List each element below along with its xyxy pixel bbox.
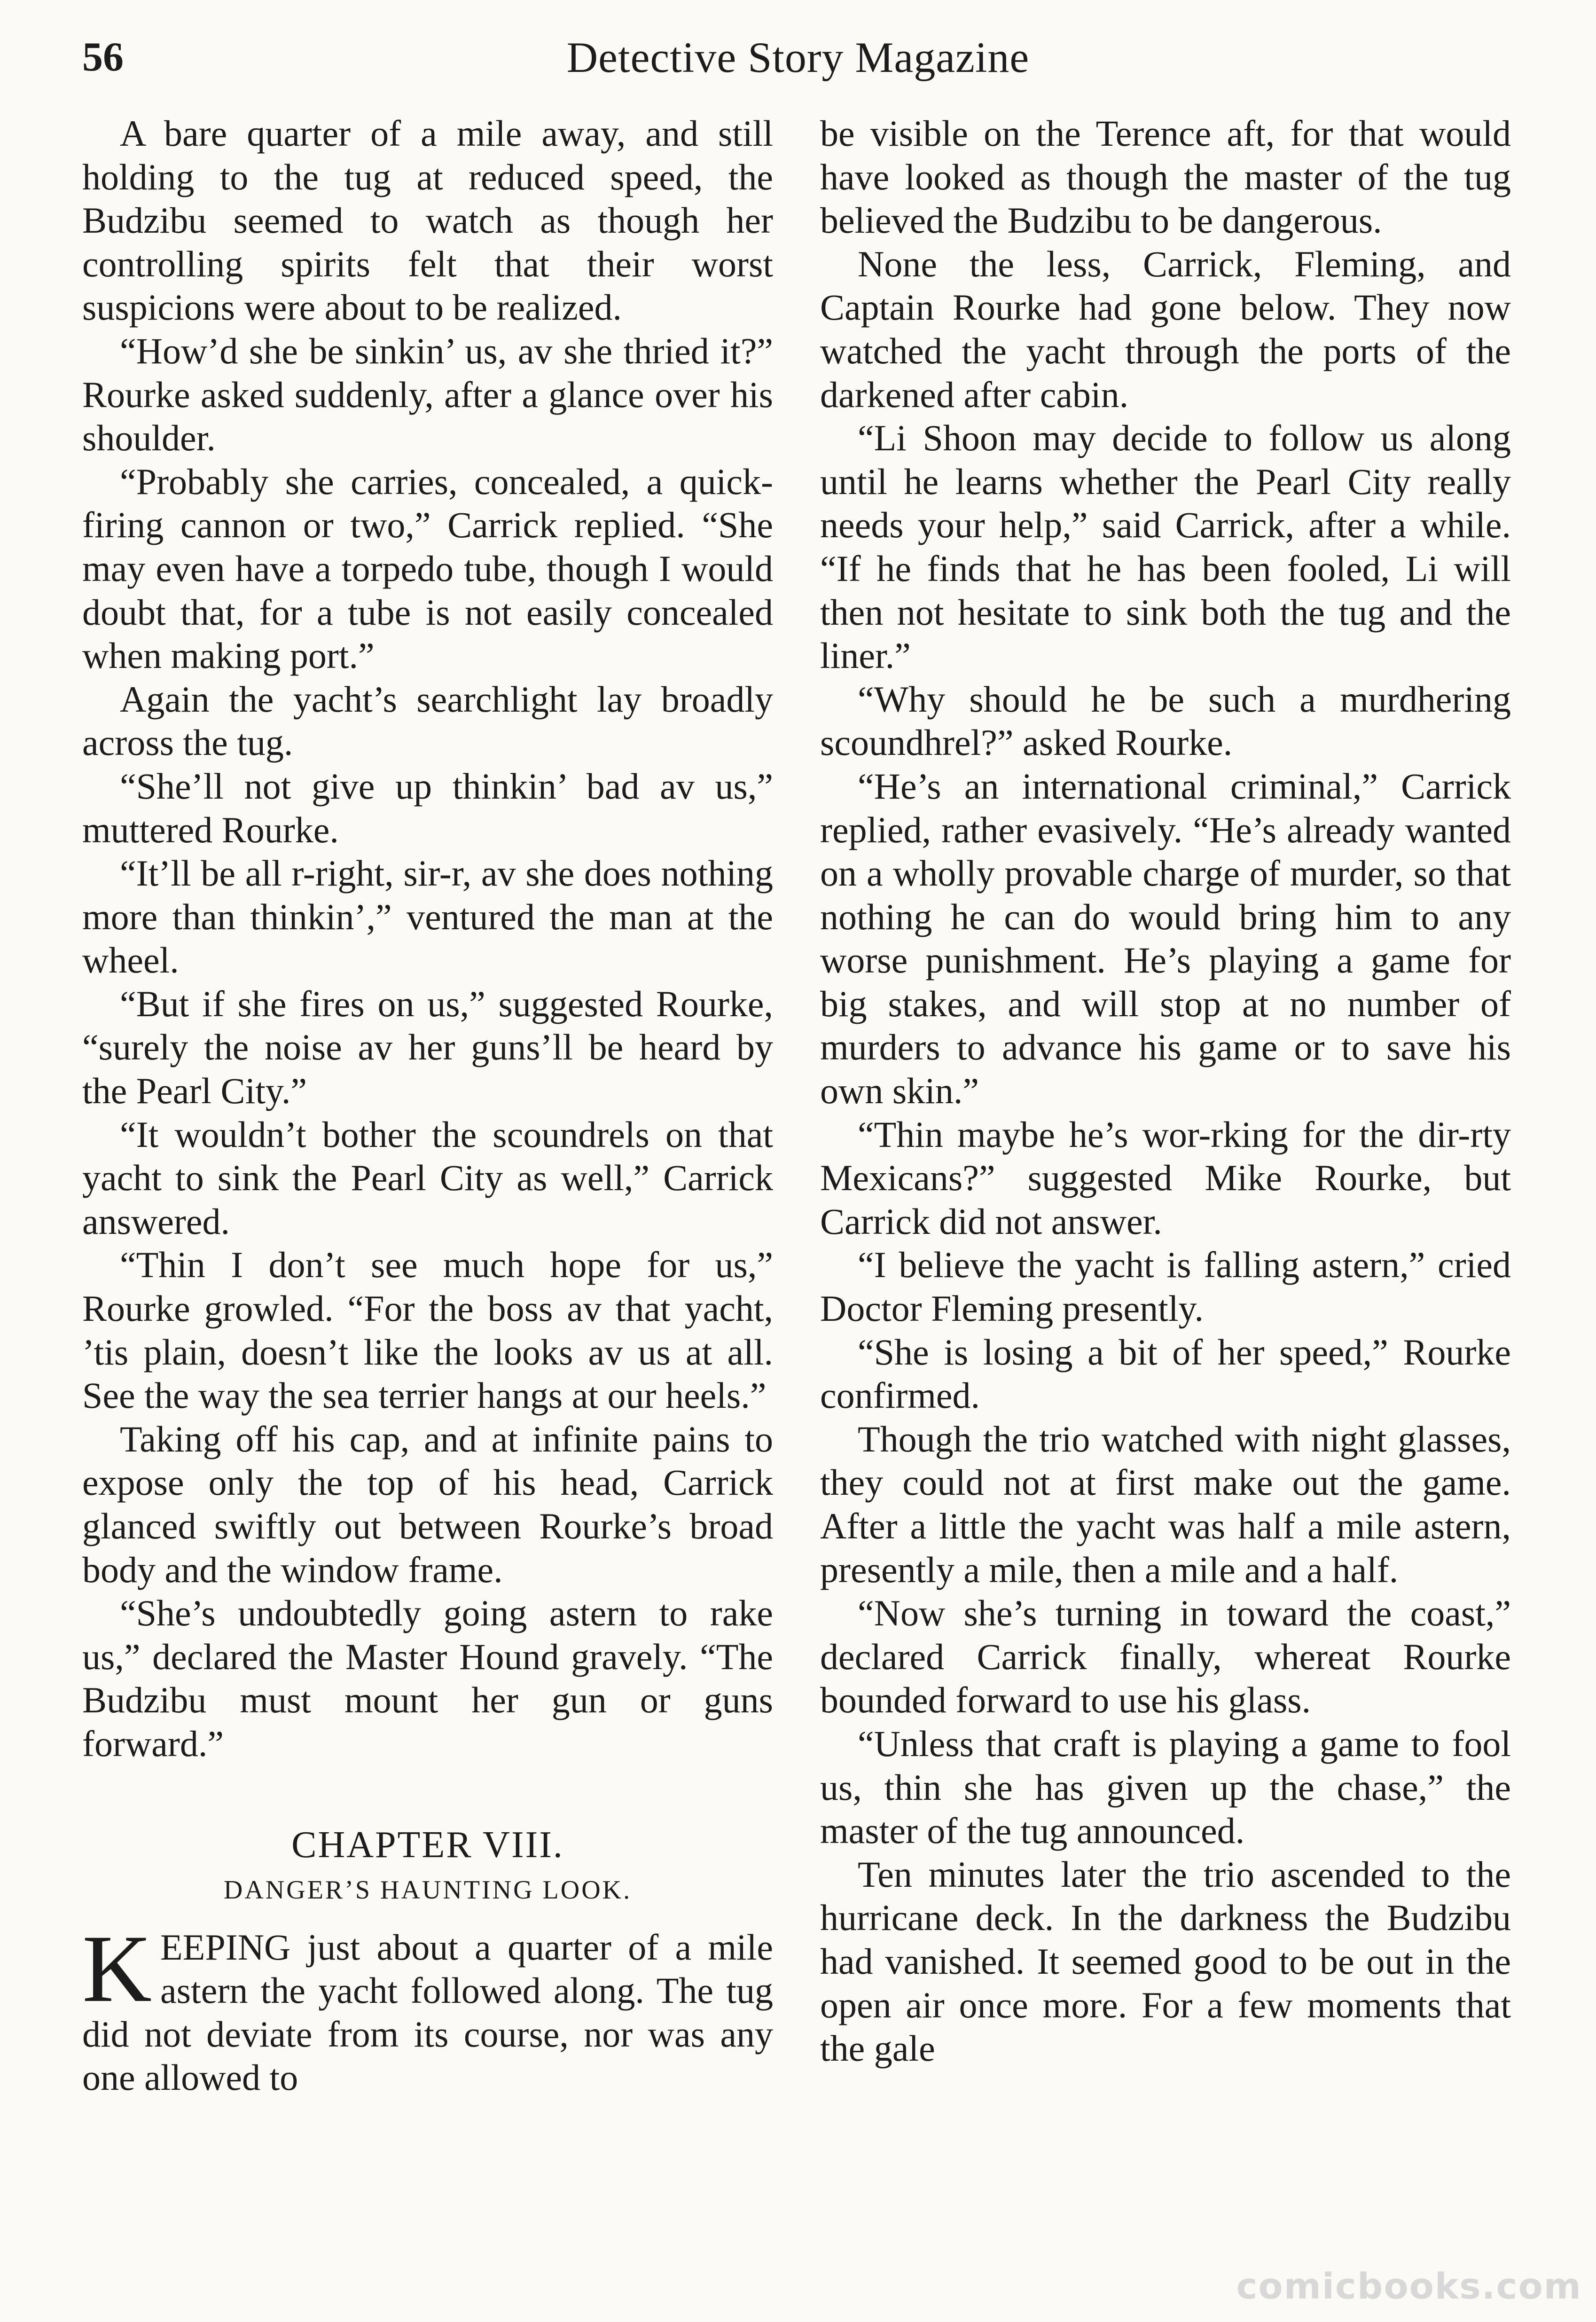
watermark: comicbooks.com (1236, 2265, 1582, 2307)
paragraph: “It wouldn’t bother the scoundrels on that yacht to sink the Pearl City as well,” Carrick answered. (82, 1114, 773, 1242)
paragraph: “She is losing a bit of her speed,” Rourke confirmed. (820, 1331, 1511, 1416)
chapter-subtitle: DANGER’S HAUNTING LOOK. (223, 1875, 632, 1905)
paragraph: None the less, Carrick, Fleming, and Captain Rourke had gone below. They now watched the yacht through the ports of the darkened after cabin. (820, 243, 1511, 415)
paragraph: A bare quarter of a mile away, and still holding to the tug at reduced speed, the Budzibu seemed to watch as though her controlling spirits felt that their worst suspicions were about to be realized. (82, 113, 773, 328)
paragraph: Ten minutes later the trio ascended to the hurricane deck. In the darkness the Budzibu had vanished. It seemed good to be out in the open air once more. For a few moments that the gale (820, 1853, 1511, 2069)
right-column (820, 112, 1511, 2284)
chapter-heading: CHAPTER VIII. (291, 1824, 564, 1866)
paragraph: be visible on the Terence aft, for that would have looked as though the master of the tug believed the Budzibu to be dangerous. (820, 113, 1511, 241)
drop-cap: K (82, 1915, 152, 2022)
paragraph: “Why should he be such a murdhering scoundhrel?” asked Rourke. (820, 678, 1511, 763)
paragraph: Though the trio watched with night glasses, they could not at first make out the game. After a little the yacht was half a mile astern, presently a mile, then a mile and a half. (820, 1418, 1511, 1590)
paragraph: “Now she’s turning in toward the coast,” declared Carrick finally, whereat Rourke bounded forward to use his glass. (820, 1592, 1511, 1721)
paragraph: “How’d she be sinkin’ us, av she thried it?” Rourke asked suddenly, after a glance over his shoulder. (82, 330, 773, 459)
page-header (82, 29, 1514, 86)
paragraph: “Probably she carries, concealed, a quick-firing cannon or two,” Carrick replied. “She may even have a torpedo tube, though I would doubt that, for a tube is not easily concealed when making port.” (82, 461, 773, 676)
paragraph: “He’s an international criminal,” Carrick replied, rather evasively. “He’s already wanted on a wholly provable charge of murder, so that nothing he can do would bring him to any worse punishment. He’s playing a game for big stakes, and will stop at no number of murders to advance his game or to save his own skin.” (820, 765, 1511, 1112)
paragraph: “But if she fires on us,” suggested Rourke, “surely the noise av her guns’ll be heard by the Pearl City.” (82, 983, 773, 1112)
paragraph: Again the yacht’s searchlight lay broadly across the tug. (82, 678, 773, 763)
paragraph: “Li Shoon may decide to follow us along until he learns whether the Pearl City really needs your help,” said Carrick, after a while. “If he finds that he has been fooled, Li will then not hesitate to sink both the tug and the liner.” (820, 417, 1511, 676)
paragraph: “She’ll not give up thinkin’ bad av us,” muttered Rourke. (82, 765, 773, 850)
paragraph: “She’s undoubtedly going astern to rake us,” declared the Master Hound gravely. “The Budzibu must mount her gun or guns forward.” (82, 1592, 773, 1764)
paragraph: “Unless that craft is playing a game to fool us, thin she has given up the chase,” the master of the tug announced. (820, 1723, 1511, 1851)
left-column (82, 112, 773, 2284)
page-number: 56 (82, 34, 124, 80)
chapter-first-text: EEPING just about a quarter of a mile astern the yacht followed along. The tug did not deviate from its course, nor was any one allowed to (82, 1926, 773, 2098)
paragraph: “It’ll be all r-right, sir-r, av she does nothing more than thinkin’,” ventured the man at the wheel. (82, 853, 773, 981)
paragraph: “I believe the yacht is falling astern,” cried Doctor Fleming presently. (820, 1244, 1511, 1329)
paragraph: “Thin maybe he’s wor-rking for the dir-rty Mexicans?” suggested Mike Rourke, but Carrick did not answer. (820, 1114, 1511, 1242)
chapter-first-paragraph (82, 1915, 773, 2100)
paragraph: “Thin I don’t see much hope for us,” Rourke growled. “For the boss av that yacht, ’tis plain, doesn’t like the looks av us at all. See the way the sea terrier hangs at our heels.” (82, 1244, 773, 1416)
paragraph: Taking off his cap, and at infinite pains to expose only the top of his head, Carrick glanced swiftly out between Rourke’s broad body and the window frame. (82, 1418, 773, 1590)
running-title: Detective Story Magazine (566, 33, 1030, 81)
